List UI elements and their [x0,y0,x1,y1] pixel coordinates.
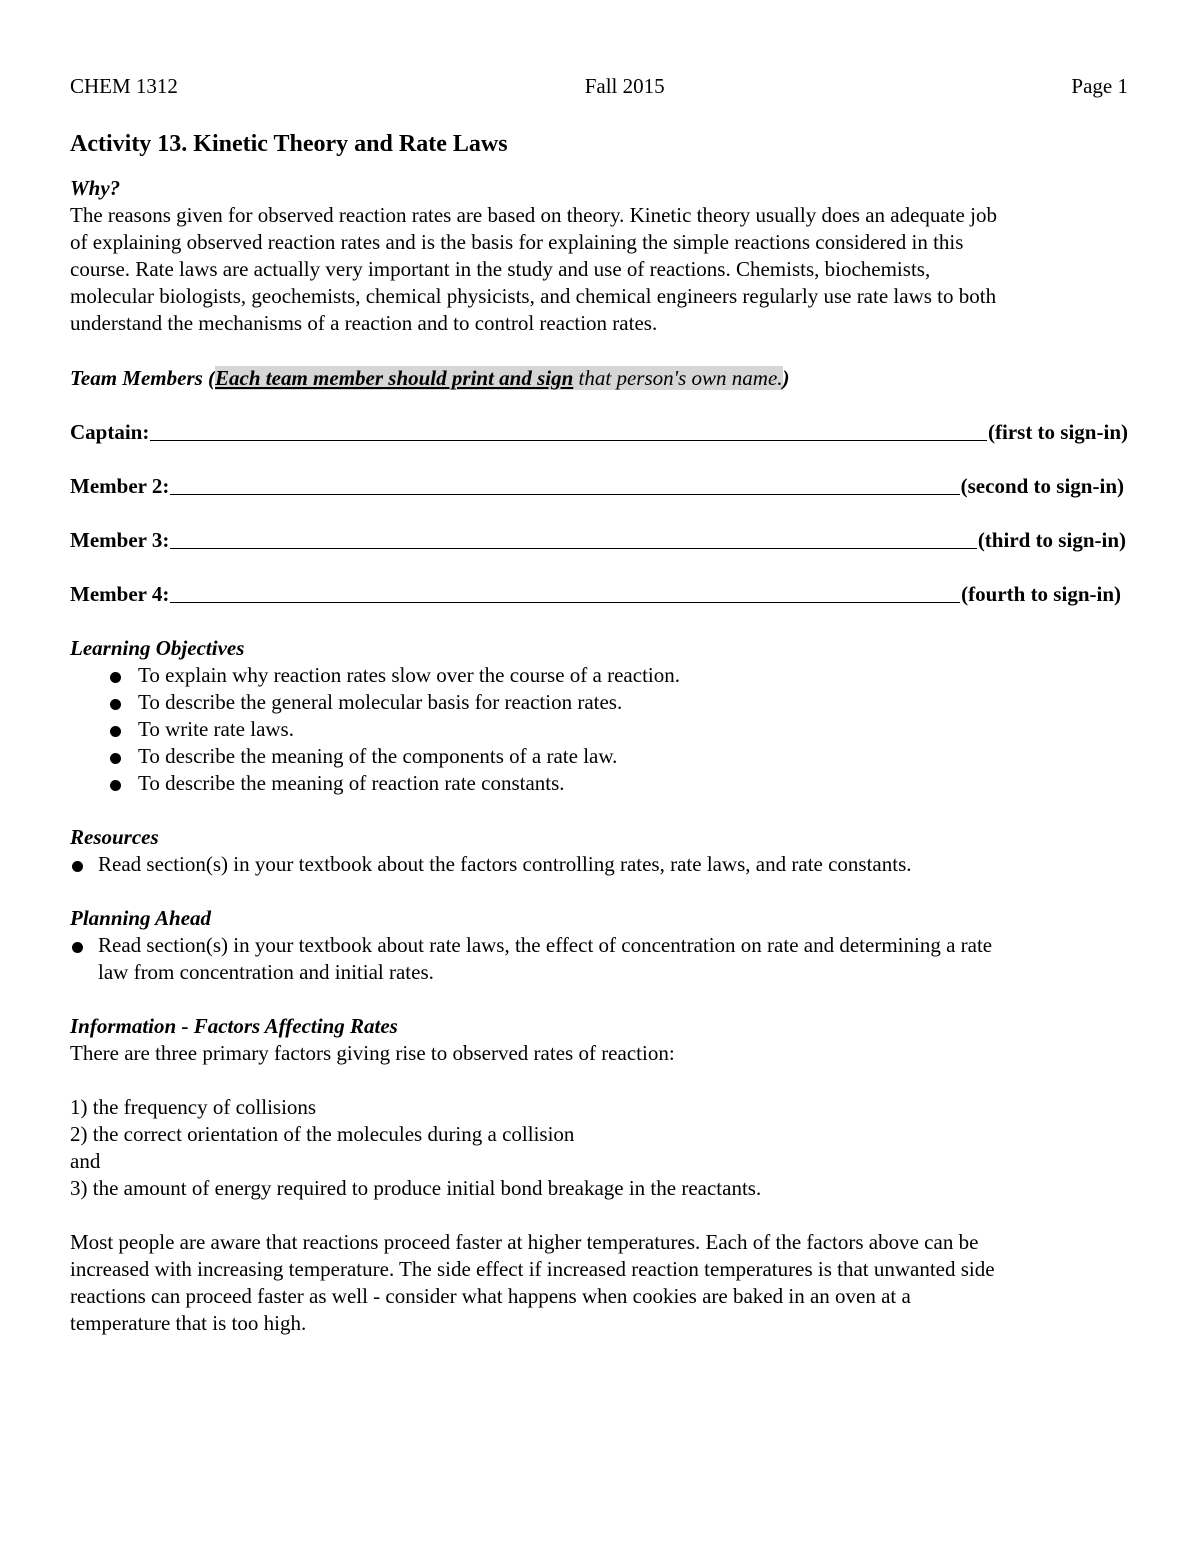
team-prefix: Team Members ( [70,366,216,390]
member3-signature-line[interactable] [170,547,976,549]
why-line: understand the mechanisms of a reaction and to control reaction rates. [70,311,658,335]
bullet-icon [110,726,121,737]
member4-note: (fourth to sign-in) [961,582,1121,606]
member2-signature-line[interactable] [170,493,959,495]
resources-list [70,851,1128,878]
list-item: To write rate laws. [110,716,1128,743]
bullet-icon [110,780,121,791]
member2-note: (second to sign-in) [960,474,1124,498]
member3-note: (third to sign-in) [977,528,1126,552]
why-line: course. Rate laws are actually very important in the study and use of reactions. Chemists, biochemists, [70,257,931,281]
bullet-icon [72,861,83,872]
document-page [70,72,1128,1337]
bullet-icon [110,699,121,710]
list-item: To describe the general molecular basis for reaction rates. [110,689,1128,716]
page-header [70,72,1128,100]
why-line: molecular biologists, geochemists, chemical physicists, and chemical engineers regularly use rate laws to both [70,284,997,308]
learning-objectives-heading: Learning Objectives [70,636,245,660]
list-item: Read section(s) in your textbook about the factors controlling rates, rate laws, and rate constants. [70,851,1128,878]
why-heading: Why? [70,176,121,200]
closing-paragraph [70,1229,1128,1337]
list-item: Read section(s) in your textbook about rate laws, the effect of concentration on rate and determining a rate law from concentration and initial rates. [70,932,1128,986]
page-number: Page 1 [1071,74,1128,98]
member4-sign-row [70,581,1121,608]
course-code: CHEM 1312 [70,74,178,98]
captain-signature-line[interactable] [150,439,987,441]
captain-label: Captain: [70,420,150,444]
list-item: To describe the meaning of the components of a rate law. [110,743,1128,770]
why-line: The reasons given for observed reaction rates are based on theory. Kinetic theory usually does an adequate job [70,203,997,227]
member3-sign-row [70,527,1126,554]
factor-2: 2) the correct orientation of the molecules during a collision [70,1122,575,1146]
planning-ahead-heading: Planning Ahead [70,906,212,930]
resources-heading: Resources [70,825,159,849]
factor-and: and [70,1149,101,1173]
planning-list [70,932,1128,986]
member4-label: Member 4: [70,582,170,606]
closing-line: increased with increasing temperature. The side effect if increased reaction temperatures is that unwanted side [70,1257,995,1281]
team-instruction-underlined: Each team member should print and sign [215,366,574,390]
information-intro: There are three primary factors giving rise to observed rates of reaction: [70,1041,675,1065]
bullet-icon [110,672,121,683]
bullet-icon [110,753,121,764]
list-item: To explain why reaction rates slow over the course of a reaction. [110,662,1128,689]
closing-line: Most people are aware that reactions proceed faster at higher temperatures. Each of the factors above can be [70,1230,979,1254]
member2-label: Member 2: [70,474,170,498]
team-suffix: ) [782,366,790,390]
bullet-icon [72,942,83,953]
why-paragraph [70,202,1128,337]
term: Fall 2015 [584,74,665,98]
captain-note: (first to sign-in) [988,420,1128,444]
information-heading: Information - Factors Affecting Rates [70,1014,398,1038]
member2-sign-row [70,473,1124,500]
closing-line: reactions can proceed faster as well - consider what happens when cookies are baked in an oven at a [70,1284,911,1308]
factor-3: 3) the amount of energy required to produce initial bond breakage in the reactants. [70,1176,762,1200]
learning-objectives-list [70,662,1128,797]
team-highlight [215,366,782,390]
list-item: To describe the meaning of reaction rate constants. [110,770,1128,797]
captain-sign-row [70,419,1128,446]
closing-line: temperature that is too high. [70,1311,307,1335]
activity-title: Activity 13. Kinetic Theory and Rate Laws [70,131,508,157]
why-line: of explaining observed reaction rates and is the basis for explaining the simple reactions considered in this [70,230,964,254]
team-members-heading [70,365,1128,392]
member4-signature-line[interactable] [170,601,960,603]
factor-1: 1) the frequency of collisions [70,1095,317,1119]
member3-label: Member 3: [70,528,170,552]
team-instruction-rest: that person's own name. [573,366,783,390]
